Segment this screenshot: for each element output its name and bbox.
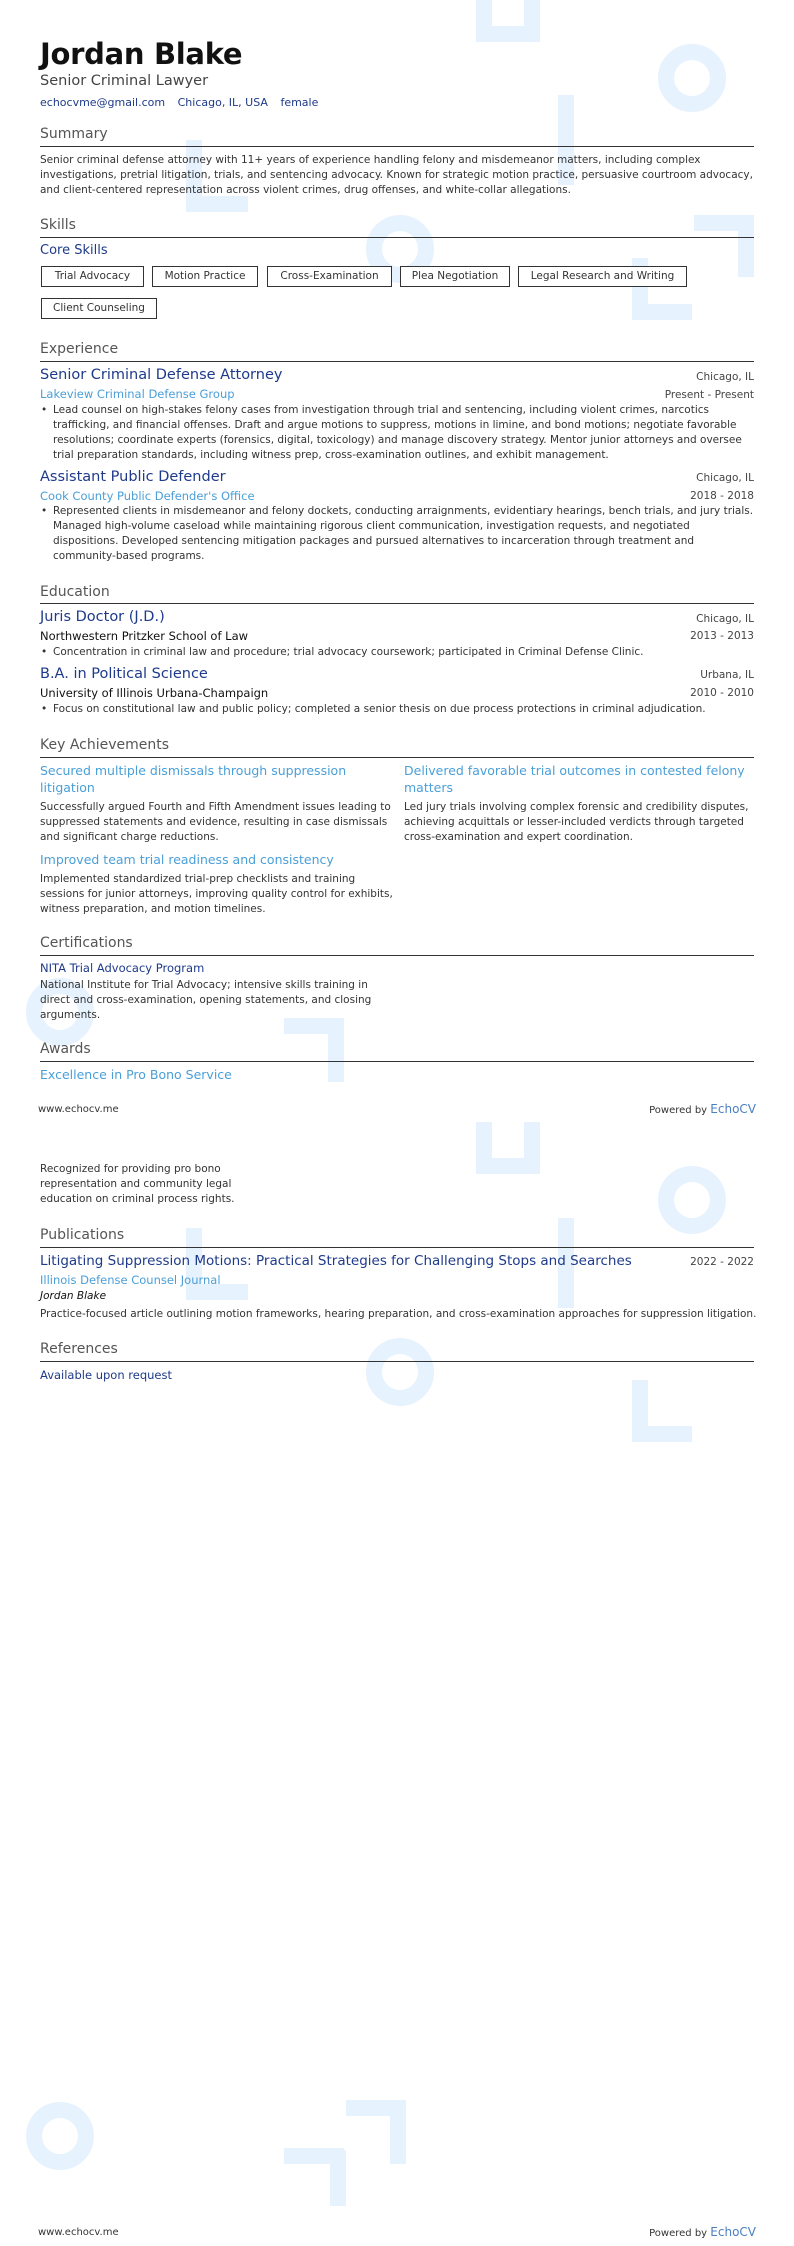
achievement-title-line: Secured multiple dismissals through suppression xyxy=(40,763,347,778)
decor-corner xyxy=(346,2100,406,2164)
brand-logo[interactable]: EchoCV xyxy=(710,1102,756,1116)
footer-branding xyxy=(649,1102,756,1116)
skill-chip: Motion Practice xyxy=(152,266,258,287)
decor-bracket xyxy=(476,1122,540,1174)
contact-email[interactable]: echocvme@gmail.com xyxy=(40,96,166,109)
achievement-title xyxy=(404,762,754,796)
contact-location: Chicago, IL, USA xyxy=(177,96,268,109)
section-divider xyxy=(40,603,754,604)
achievements-heading: Key Achievements xyxy=(40,737,170,753)
job-location: Chicago, IL xyxy=(696,472,754,484)
certification-text-line: direct and cross-examination, opening statements, and closing xyxy=(40,994,372,1006)
decor-corner xyxy=(284,1018,344,1082)
section-divider xyxy=(40,146,754,147)
bullet-line: trafficking, and financial offenses. Draft and argue motions to suppress, motions in limine, and bond motions; negotiate favorable xyxy=(53,419,737,431)
summary-line: investigations, pretrial litigation, trials, and sentencing advocacy. Known for strategic motion practice, persuasive courtroom advocacy, xyxy=(40,169,753,181)
skill-chip: Cross-Examination xyxy=(267,266,392,287)
bullet-line: Focus on constitutional law and public policy; completed a senior thesis on due process protections in criminal adjudication. xyxy=(53,703,706,715)
education-bullet: • Concentration in criminal law and procedure; trial advocacy coursework; participated in Criminal Defense Clinic. xyxy=(40,645,754,660)
decor-ring xyxy=(658,1166,726,1234)
school-location: Chicago, IL xyxy=(696,613,754,625)
skill-chip: Trial Advocacy xyxy=(41,266,144,287)
candidate-name: Jordan Blake xyxy=(40,37,243,71)
powered-by-label: Powered by xyxy=(649,2228,708,2239)
award-text xyxy=(40,1162,260,1207)
job-bullet: • Represented clients in misdemeanor and felony dockets, conducting arraignments, evidentiary hearings, bench trials, and jury trials. Managed high-volume caseload while maintaining rigorous client communication, investigation requests, and negotiated dispositions. Developed sentencing mitigation packages and pursued alternatives to incarceration through treatment and community-based programs. xyxy=(41,505,754,562)
certifications-heading: Certifications xyxy=(40,935,133,951)
section-divider xyxy=(40,757,754,758)
brand-logo[interactable]: EchoCV xyxy=(710,2225,756,2239)
job-title: Assistant Public Defender xyxy=(40,469,226,485)
section-divider xyxy=(40,1361,754,1362)
certification-text-line: arguments. xyxy=(40,1009,101,1021)
candidate-title: Senior Criminal Lawyer xyxy=(40,73,209,89)
decor-bar xyxy=(330,2150,346,2206)
references-heading: References xyxy=(40,1341,118,1357)
education-dates: 2010 - 2010 xyxy=(690,687,754,699)
job-organization: Cook County Public Defender's Office xyxy=(40,489,255,503)
publication-publisher: Illinois Defense Counsel Journal xyxy=(40,1273,221,1287)
degree-title: B.A. in Political Science xyxy=(40,666,208,682)
contact-gender: female xyxy=(280,96,319,109)
award-text-line: education on criminal process rights. xyxy=(40,1193,235,1205)
summary-heading: Summary xyxy=(40,126,108,142)
decor-ring xyxy=(658,44,726,112)
school-location: Urbana, IL xyxy=(700,669,754,681)
footer-site[interactable]: www.echocv.me xyxy=(38,2227,119,2238)
section-divider xyxy=(40,237,754,238)
job-organization: Lakeview Criminal Defense Group xyxy=(40,387,235,401)
achievement-text-line: suppressed statements and evidence, resulting in case dismissals xyxy=(40,816,388,828)
publication-dates: 2022 - 2022 xyxy=(690,1256,754,1268)
section-divider xyxy=(40,361,754,362)
education-heading: Education xyxy=(40,584,110,600)
publications-heading: Publications xyxy=(40,1227,125,1243)
decor-bracket-top xyxy=(476,0,540,42)
achievement-text-line: sessions for junior attorneys, improving quality control for exhibits, xyxy=(40,888,393,900)
achievement-title-line: Delivered favorable trial outcomes in contested felony xyxy=(404,763,745,778)
certification-text-line: National Institute for Trial Advocacy; intensive skills training in xyxy=(40,979,368,991)
achievement-text xyxy=(40,800,400,845)
achievement-text-line: Successfully argued Fourth and Fifth Amendment issues leading to xyxy=(40,801,391,813)
section-divider xyxy=(40,955,754,956)
experience-heading: Experience xyxy=(40,341,119,357)
skill-chip: Plea Negotiation xyxy=(400,266,510,287)
job-dates: Present - Present xyxy=(664,389,754,401)
bullet-line: Represented clients in misdemeanor and felony dockets, conducting arraignments, evidentiary hearings, bench trials, and jury trials. xyxy=(53,505,754,517)
decor-corner xyxy=(632,1380,692,1442)
bullet-line: Managed high-volume caseload while maintaining rigorous client communication, investigation requests, and negotiated xyxy=(53,520,690,532)
skills-group-title: Core Skills xyxy=(40,243,108,258)
decor-ring xyxy=(26,2102,94,2170)
achievement-title xyxy=(40,851,390,868)
contact-line xyxy=(40,96,327,109)
job-dates: 2018 - 2018 xyxy=(690,490,754,502)
award-title: Excellence in Pro Bono Service xyxy=(40,1067,232,1082)
job-title: Senior Criminal Defense Attorney xyxy=(40,367,283,383)
certification-title: NITA Trial Advocacy Program xyxy=(40,961,205,975)
achievement-text-line: and significant charge reductions. xyxy=(40,831,219,843)
school-name: Northwestern Pritzker School of Law xyxy=(40,629,249,643)
award-text-line: representation and community legal xyxy=(40,1178,232,1190)
references-text: Available upon request xyxy=(40,1368,172,1382)
bullet-line: Concentration in criminal law and procedure; trial advocacy coursework; participated in Criminal Defense Clinic. xyxy=(53,646,644,658)
achievement-text-line: witness preparation, and motion timelines. xyxy=(40,903,266,915)
footer-branding xyxy=(649,2225,756,2239)
summary-line: Senior criminal defense attorney with 11+ years of experience handling felony and misdemeanor matters, including complex xyxy=(40,154,701,166)
achievement-title xyxy=(40,762,390,796)
decor-ring xyxy=(366,1338,434,1406)
achievement-text-line: Implemented standardized trial-prep checklists and training xyxy=(40,873,356,885)
bullet-line: resolutions; coordinate experts (forensics, digital, toxicology) and manage discovery strategy. Mentor junior attorneys and oversee xyxy=(53,434,742,446)
achievement-title-line: matters xyxy=(404,780,453,795)
bullet-line: dispositions. Developed sentencing mitigation packages and pursued alternatives to incarceration through treatment and xyxy=(53,535,695,547)
bullet-line: trial preparation standards, including witness prep, cross-examination outlines, and exhibit management. xyxy=(53,449,609,461)
skill-chip: Legal Research and Writing xyxy=(518,266,687,287)
awards-heading: Awards xyxy=(40,1041,91,1057)
education-dates: 2013 - 2013 xyxy=(690,630,754,642)
skills-heading: Skills xyxy=(40,217,76,233)
school-name: University of Illinois Urbana-Champaign xyxy=(40,686,269,700)
award-text-line: Recognized for providing pro bono xyxy=(40,1163,221,1175)
skill-chip: Client Counseling xyxy=(41,298,157,319)
job-location: Chicago, IL xyxy=(696,371,754,383)
job-bullet: • Lead counsel on high-stakes felony cases from investigation through trial and sentencing, including violent crimes, narcotics trafficking, and financial offenses. Draft and argue motions to suppress, motions in limine, and bond motions; negotiate favorable resolutions; coordinate experts (forensics, digital, toxicology) and manage discovery strategy. Mentor junior attorneys and oversee trial preparation standards, including witness prep, cross-examination outlines, and exhibit management. xyxy=(40,403,754,463)
achievement-text-line: achieving acquittals or lesser-included verdicts through targeted xyxy=(404,816,744,828)
publication-text: Practice-focused article outlining motion frameworks, hearing preparation, and cross-examination approaches for suppression litigation. xyxy=(40,1308,757,1320)
achievement-text xyxy=(40,872,400,917)
powered-by-label: Powered by xyxy=(649,1105,708,1116)
decor-corner xyxy=(694,215,754,277)
section-divider xyxy=(40,1247,754,1248)
certification-text xyxy=(40,978,400,1023)
achievement-title-line: Improved team trial readiness and consistency xyxy=(40,852,334,867)
achievement-text-line: Led jury trials involving complex forensic and credibility disputes, xyxy=(404,801,749,813)
summary-line: and client-centered representation across violent crimes, drug offenses, and white-collar allegations. xyxy=(40,184,571,196)
bullet-line: community-based programs. xyxy=(53,550,205,562)
bullet-line: Lead counsel on high-stakes felony cases from investigation through trial and sentencing, including violent crimes, narcotics xyxy=(53,404,709,416)
achievement-text xyxy=(404,800,754,845)
achievement-title-line: litigation xyxy=(40,780,95,795)
section-divider xyxy=(40,1061,754,1062)
degree-title: Juris Doctor (J.D.) xyxy=(40,609,165,625)
footer-site[interactable]: www.echocv.me xyxy=(38,1104,119,1115)
education-bullet: • Focus on constitutional law and public policy; completed a senior thesis on due process protections in criminal adjudication. xyxy=(40,702,754,717)
achievement-text-line: cross-examination and expert coordination. xyxy=(404,831,633,843)
publication-title: Litigating Suppression Motions: Practical Strategies for Challenging Stops and Searches xyxy=(40,1253,632,1269)
publication-author: Jordan Blake xyxy=(40,1290,107,1302)
